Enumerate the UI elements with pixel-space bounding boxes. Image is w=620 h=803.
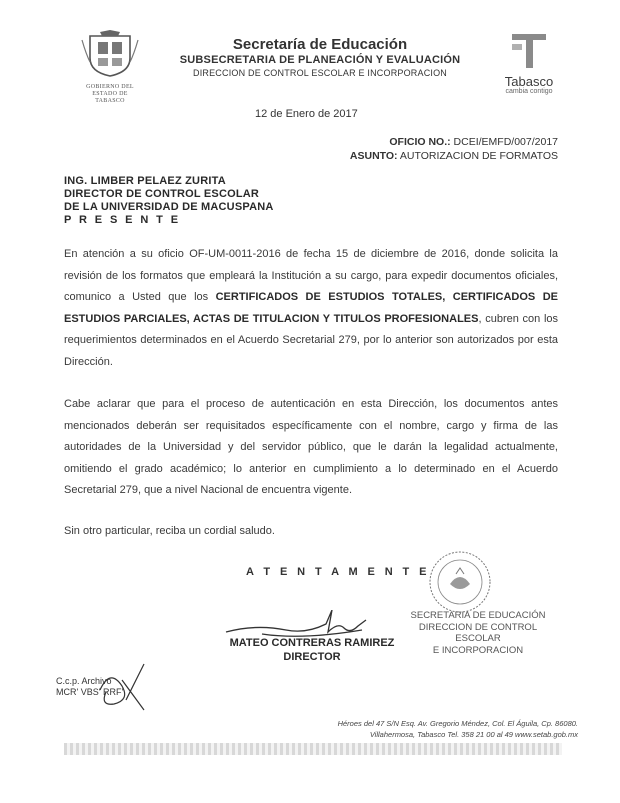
signer-block [212,636,412,664]
stamp-line: E INCORPORACION [432,644,524,656]
recipient-greeting: P R E S E N T E [64,214,181,226]
footer-contact-line: Villahermosa, Tabasco Tel. 358 21 00 al 49 www.setab.gob.mx [369,730,578,739]
p1-text-a: En atención a su oficio OF-UM-0011-2016 de fecha 15 de diciembre de 2016, donde solicita la revisión de los formatos que empleará la Institución a su cargo, para expedir documentos oficiales, comunico a Usted que los [64,248,558,303]
official-seal-icon [420,548,500,614]
tabasco-logo-name: Tabasco [504,74,554,89]
letterhead [150,36,490,79]
asunto-value: AUTORIZACION DE FORMATOS [399,150,558,162]
recipient-org: DE LA UNIVERSIDAD DE MACUSPANA [64,201,274,213]
direccion-title: DIRECCION DE CONTROL ESCOLAR E INCORPORACION [193,68,447,78]
oficio-line [350,135,558,149]
stamp-line: SECRETARIA DE EDUCACIÓN [410,610,546,621]
stamp-line: ESCOLAR [455,633,501,644]
p1-documents-list: CERTIFICADOS DE ESTUDIOS TOTALES, CERTIFICADOS DE ESTUDIOS PARCIALES, ACTAS DE TITULACION Y TITULOS PROFESIONALES [64,291,558,325]
reference-block [350,135,558,163]
secretaria-title: Secretaría de Educación [232,36,408,53]
subsecretaria-title: SUBSECRETARIA DE PLANEACIÓN Y EVALUACIÓN [179,54,461,66]
signer-name: MATEO CONTRERAS RAMIREZ [229,637,395,649]
signer-title: DIRECTOR [283,651,341,663]
body-paragraph-3: Sin otro particular, reciba un cordial saludo. [64,525,275,537]
oficio-value: DCEI/EMFD/007/2017 [453,136,558,148]
crest-caption-line: ESTADO DE [92,91,128,97]
footer-decorative-bar [64,743,562,755]
asunto-line [350,149,558,163]
ccp-initials: MCR' VBS' RRF' [56,687,124,697]
p1-text-c: , cubren con los requerimientos determinados en el Acuerdo Secretarial 279, por lo anterior son autorizados por esta Dirección. [64,312,558,368]
footer-address-line: Héroes del 47 S/N Esq. Av. Gregorio Méndez, Col. El Águila, Cp. 86080. [337,719,578,728]
ccp-block [56,676,123,698]
recipient-name: ING. LIMBER PELAEZ ZURITA [64,175,226,187]
ccp-archivo: C.c.p. Archivo [56,676,112,686]
recipient-block [64,175,274,227]
stamp-line: DIRECCION DE CONTROL [418,621,538,633]
letter-date: 12 de Enero de 2017 [255,108,358,120]
crest-caption-line: GOBIERNO DEL [86,84,134,90]
tabasco-logo-tagline: cambia contigo [505,88,553,95]
body-paragraph-1 [64,244,558,373]
crest-caption [66,84,154,105]
asunto-label: ASUNTO: [349,150,398,162]
closing-atentamente: A T E N T A M E N T E [246,566,430,578]
state-crest-icon [78,30,142,78]
body-paragraph-2: Cabe aclarar que para el proceso de autenticación en esta Dirección, los documentos antes mencionados deberán ser requisitados específicamente con el nombre, cargo y firma de las autoridades de la Universidad y del servidor público, que le darán la legalidad actualmente, omitiendo el grado académico; lo anterior en cumplimiento a lo determinado en el Acuerdo Secretarial 279, que a nivel Nacional de encuentra vigente. [64,398,558,496]
crest-caption-line: TABASCO [95,98,125,104]
footer-address [338,718,578,740]
recipient-title: DIRECTOR DE CONTROL ESCOLAR [64,188,260,200]
office-stamp [398,610,558,656]
oficio-label: OFICIO NO.: [389,136,451,148]
